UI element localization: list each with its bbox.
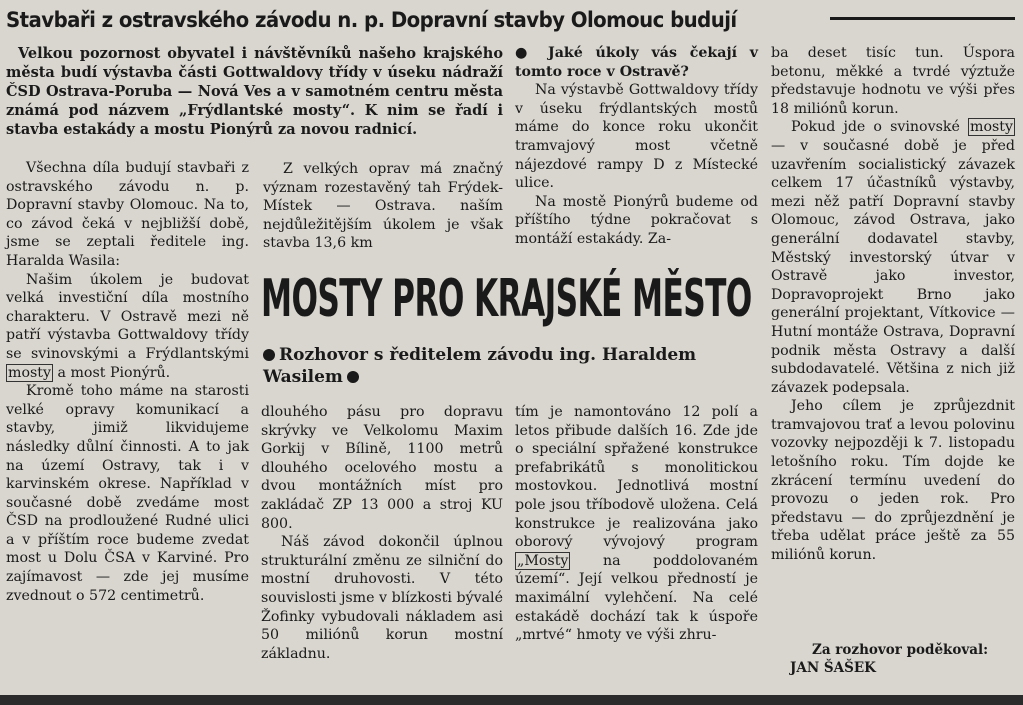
col4-paragraph-1: ba deset tisíc tun. Úspora betonu, měkké a tvrdé výztuže představuje hodnotu ve výši přes 18 miliónů korun. [771, 45, 1015, 117]
col2-top-paragraph: Z velkých oprav má značný význam rozestavěný tah Frýdek-Místek — Ostrava. naším nejdůležitějším úkolem je však stavba 13,6 km [263, 161, 503, 252]
bullet-dot-icon [347, 371, 359, 383]
highlighted-word: „Mosty [517, 552, 569, 569]
col1-paragraph-2 [6, 271, 249, 383]
page-bottom-edge [0, 695, 1023, 705]
col1-p2-text-b: a most Pionýrů. [57, 364, 171, 381]
adjacent-article-fragment [830, 0, 1020, 12]
col3-top-paragraph-1: Na výstavbě Gottwaldovy třídy v úseku frýdlantských mostů máme do konce roku ukončit tramvajový most včetně nájezdové rampy D z Místecké ulice. [515, 82, 758, 192]
col2-bottom-paragraph-1: dlouhého pásu pro dopravu skrývky ve Velkolomu Maxim Gorkij v Bílině, 1100 metrů dlouhého ocelového mostu a dvou montážních míst pro zakládač ZP 13 000 a stroj KU 800. [261, 404, 503, 532]
col3-top-paragraph-2: Na mostě Pionýrů budeme od příštího týdne pokračovat s montáží estakády. Za- [515, 193, 758, 247]
feature-subhead [263, 344, 763, 388]
signature-line-1: Za rozhovor poděkoval: [812, 642, 989, 658]
subhead-text: Rozhovor s ředitelem závodu ing. Haraldem Wasilem [263, 345, 697, 387]
col3-bottom-paragraph [515, 403, 758, 645]
col4-paragraph-3: Jeho cílem je zprůjezdnit tramvajovou trať a levou polovinu vozovky nejpozději k 7. listopadu letošního roku. Tím dojde ke zkrácení termínu uvedení do provozu o jeden rok. Pro představu — do zprůjezdnění je třeba udělat práce ještě za 55 miliónů korun. [771, 398, 1015, 564]
signature-author: JAN ŠAŠEK [790, 660, 876, 676]
col1-p2-text-a: Našim úkolem je budovat velká investiční díla mostního charakteru. V Ostravě mezi ně patří výstavba Gottwaldovy třídy se svinovskými a Frýdlantskými [6, 271, 249, 362]
column-3-top [515, 44, 758, 249]
column-2-bottom [261, 403, 503, 663]
feature-title: MOSTY PRO KRAJSKÉ MĚSTO [261, 269, 752, 329]
col1-paragraph-1: Všechna díla budují stavbaři z ostravského závodu n. p. Dopravní stavby Olomouc. Na to, co závod čeká v nejbližší době, jsme se zeptali ředitele ing. Haralda Wasila: [6, 160, 249, 269]
bullet-dot-icon [263, 349, 275, 361]
article-headline: Stavbaři z ostravského závodu n. p. Dopravní stavby Olomouc budují [6, 8, 737, 32]
col4-p2-text-a: Pokud jde o svinovské [791, 119, 960, 136]
lead-text: Velkou pozornost obyvatel i návštěvníků našeho krajského města budí výstavba části Gottwaldovy třídy v úseku nádraží ČSD Ostrava-Poruba — Nová Ves a v samotném centru města známá pod názvem „Frýdlantské mosty“. K nim se řadí i stavba estakády a mostu Pionýrů za novou radnicí. [6, 45, 503, 138]
column-4 [771, 44, 1015, 565]
col1-paragraph-3: Kromě toho máme na starosti velké opravy komunikací a stavby, jimiž likvidujeme následky důlní činnosti. A to jak na území Ostravy, tak i v karvinském okrese. Například v současné době zvedáme most ČSD na prodloužené Rudné ulici a v příštím roce budeme zvedat most u Dolu ČSA v Karviné. Pro zajímavost — zde jej musíme zvednout o 572 centimetrů. [6, 383, 249, 604]
interview-question: ● Jaké úkoly vás čekají v tomto roce v Ostravě? [515, 45, 758, 80]
column-2-top [263, 160, 503, 253]
headline-rule [830, 17, 1015, 20]
column-3-bottom [515, 403, 758, 645]
lead-paragraph [6, 44, 503, 139]
highlighted-word: mosty [970, 119, 1014, 136]
highlighted-word: mosty [8, 364, 51, 381]
col3-text-a: tím je namontováno 12 polí a letos přibude dalších 16. Zde jde o speciální spřažené konstrukce prefabrikátů s monolitickou mostovkou. Jednotlivá mostní pole jsou tříbodově uložena. Celá konstrukce je realizována jako oborový vývojový program [515, 404, 758, 551]
col4-paragraph-2 [771, 118, 1015, 397]
col2-bottom-paragraph-2: Náš závod dokončil úplnou strukturální změnu ze silniční do mostní druhovosti. V této souvislosti jsme v blízkosti bývalé Žofinky vybudovali nákladem asi 50 miliónů korun mostní základnu. [261, 534, 503, 662]
col3-text-b: na poddolovaném území“. Její velkou předností je maximální vylehčení. Na celé estakádě dochází tak k úspoře „mrtvé“ hmoty ve výši zhru- [515, 552, 758, 644]
col4-p2-text-b: — v současné době je před uzavřením socialistický závazek celkem 17 účastníků výstavby, mezi něž patří Dopravní stavby Olomouc, závod Ostrava, jako generální dodavatel stavby, Městský investorský útvar v Ostravě jako investor, Dopravoprojekt Brno jako generální projektant, Vítkovice — Hutní montáže Ostrava, Dopravní podnik města Ostravy a další subdodavatelé. Většina z nich již závazek podepsala. [771, 137, 1015, 396]
column-1 [6, 159, 249, 605]
signature [790, 641, 988, 677]
